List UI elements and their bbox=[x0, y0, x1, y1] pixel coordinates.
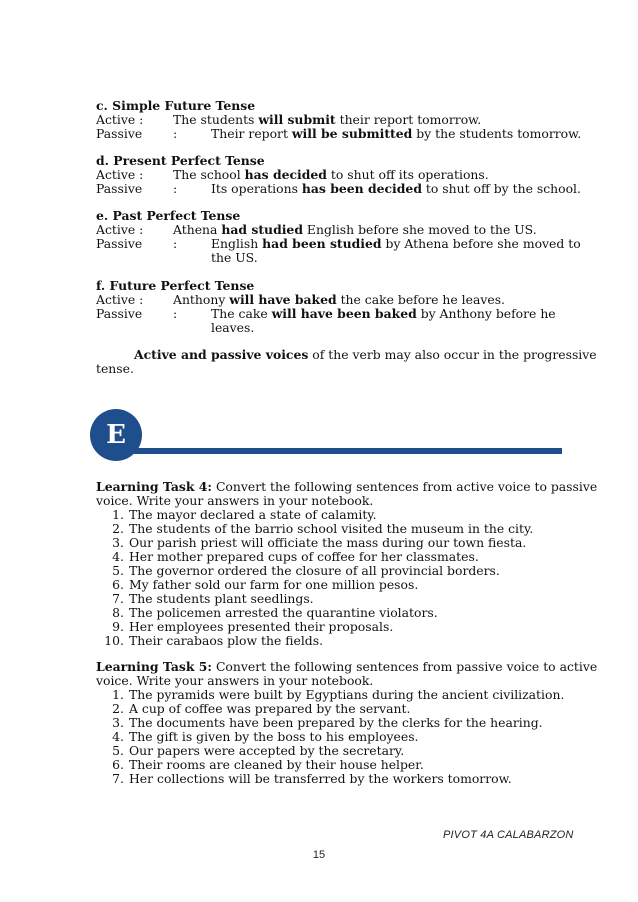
list-item-text: The students of the barrio school visited the museum in the city. bbox=[129, 521, 534, 536]
active-text-pre: Athena bbox=[173, 222, 222, 237]
list-item-number: 1. bbox=[112, 507, 124, 522]
list-item-number: 7. bbox=[112, 591, 124, 606]
list-item-text: The pyramids were built by Egyptians during the ancient civilization. bbox=[129, 687, 565, 702]
task5-intro bbox=[96, 659, 598, 688]
section-letter-badge: E bbox=[90, 409, 142, 461]
active-example bbox=[96, 168, 574, 182]
list-item-text: Her employees presented their proposals. bbox=[129, 619, 394, 634]
task5-title: Learning Task 5: bbox=[96, 659, 212, 674]
task4-title: Learning Task 4: bbox=[96, 479, 212, 494]
footer-brand: PIVOT 4A CALABARZON bbox=[443, 829, 574, 841]
page-number: 15 bbox=[312, 849, 326, 861]
list-item bbox=[96, 688, 574, 702]
list-item bbox=[96, 578, 574, 592]
list-item-text: My father sold our farm for one million pesos. bbox=[129, 577, 419, 592]
passive-verb: will have been baked bbox=[271, 306, 417, 321]
list-item bbox=[96, 702, 574, 716]
passive-colon: : bbox=[173, 181, 178, 196]
passive-colon: : bbox=[173, 236, 178, 251]
passive-verb: will be submitted bbox=[291, 126, 413, 141]
list-item bbox=[96, 550, 574, 564]
list-item-number: 9. bbox=[112, 619, 124, 634]
list-item-number: 2. bbox=[112, 701, 124, 716]
passive-text-pre: English bbox=[211, 236, 263, 251]
passive-text-pre: Its operations bbox=[211, 181, 302, 196]
note-bold: Active and passive voices bbox=[134, 347, 309, 362]
list-item-number: 6. bbox=[112, 757, 124, 772]
active-text-pre: The students bbox=[173, 112, 259, 127]
list-item-number: 7. bbox=[112, 771, 124, 786]
tense-block-past-perfect bbox=[96, 208, 581, 265]
list-item-text: The governor ordered the closure of all provincial borders. bbox=[129, 563, 500, 578]
tense-block-future-perfect bbox=[96, 279, 574, 335]
list-item bbox=[96, 730, 574, 744]
task5-intro-2: voice. Write your answers in your notebook. bbox=[96, 673, 374, 688]
list-item-number: 4. bbox=[112, 549, 124, 564]
tense-heading: d. Present Perfect Tense bbox=[96, 153, 265, 168]
list-item-number: 6. bbox=[112, 577, 124, 592]
active-label: Active : bbox=[96, 167, 144, 182]
list-item-number: 10. bbox=[104, 633, 124, 648]
passive-label: Passive bbox=[96, 181, 143, 196]
passive-label: Passive bbox=[96, 306, 143, 321]
passive-example bbox=[96, 181, 581, 196]
passive-verb: has been decided bbox=[301, 181, 422, 196]
list-item-text: The mayor declared a state of calamity. bbox=[129, 507, 377, 522]
active-label: Active : bbox=[96, 222, 144, 237]
list-item-text: Her mother prepared cups of coffee for her classmates. bbox=[129, 549, 479, 564]
list-item-text: The gift is given by the boss to his employees. bbox=[129, 729, 419, 744]
task5-list bbox=[96, 688, 574, 786]
passive-continuation bbox=[96, 251, 574, 265]
active-example bbox=[96, 113, 574, 127]
list-item-text: The policemen arrested the quarantine violators. bbox=[129, 605, 438, 620]
list-item-number: 3. bbox=[112, 535, 124, 550]
passive-text-cont: the US. bbox=[211, 250, 258, 265]
list-item-text: A cup of coffee was prepared by the servant. bbox=[129, 701, 411, 716]
passive-colon: : bbox=[173, 306, 178, 321]
passive-colon: : bbox=[173, 126, 178, 141]
active-text-post: their report tomorrow. bbox=[335, 112, 482, 127]
task4-intro-2: voice. Write your answers in your notebook. bbox=[96, 493, 374, 508]
list-item bbox=[96, 508, 574, 522]
list-item-text: Her collections will be transferred by the workers tomorrow. bbox=[129, 771, 512, 786]
list-item-text: Our parish priest will officiate the mass during our town fiesta. bbox=[129, 535, 527, 550]
list-item-number: 4. bbox=[112, 729, 124, 744]
tense-heading: f. Future Perfect Tense bbox=[96, 278, 255, 293]
list-item-text: Their carabaos plow the fields. bbox=[129, 633, 324, 648]
list-item-number: 2. bbox=[112, 521, 124, 536]
tense-block-simple-future bbox=[96, 98, 582, 141]
list-item bbox=[96, 634, 574, 648]
list-item bbox=[96, 744, 574, 758]
tense-heading: c. Simple Future Tense bbox=[96, 98, 256, 113]
passive-example bbox=[96, 236, 581, 251]
note-text-1: of the verb may also occur in the progressive bbox=[308, 347, 597, 362]
progressive-note bbox=[96, 347, 597, 376]
active-text-post: the cake before he leaves. bbox=[336, 292, 505, 307]
passive-verb: had been studied bbox=[262, 236, 382, 251]
list-item bbox=[96, 758, 574, 772]
list-item bbox=[96, 716, 574, 730]
passive-text-post: by the students tomorrow. bbox=[412, 126, 582, 141]
active-verb: will submit bbox=[258, 112, 336, 127]
list-item-number: 5. bbox=[112, 563, 124, 578]
active-example bbox=[96, 223, 574, 237]
list-item bbox=[96, 620, 574, 634]
list-item-text: Their rooms are cleaned by their house helper. bbox=[129, 757, 424, 772]
list-item bbox=[96, 772, 574, 786]
task4-intro bbox=[96, 479, 598, 508]
section-divider-bar bbox=[134, 448, 562, 454]
passive-text-pre: Their report bbox=[211, 126, 292, 141]
list-item bbox=[96, 564, 574, 578]
active-verb: had studied bbox=[221, 222, 303, 237]
note-text-2: tense. bbox=[96, 361, 134, 376]
task4-list bbox=[96, 508, 574, 648]
list-item bbox=[96, 606, 574, 620]
passive-label: Passive bbox=[96, 236, 143, 251]
list-item-number: 8. bbox=[112, 605, 124, 620]
passive-text-post: by Athena before she moved to bbox=[381, 236, 581, 251]
list-item bbox=[96, 522, 574, 536]
passive-text-pre: The cake bbox=[211, 306, 272, 321]
passive-text-post: to shut off by the school. bbox=[421, 181, 581, 196]
list-item-number: 3. bbox=[112, 715, 124, 730]
list-item bbox=[96, 536, 574, 550]
active-verb: will have baked bbox=[229, 292, 337, 307]
active-verb: has decided bbox=[244, 167, 327, 182]
passive-example bbox=[96, 126, 582, 141]
tense-block-present-perfect bbox=[96, 153, 581, 196]
active-example bbox=[96, 293, 574, 307]
list-item-text: The documents have been prepared by the clerks for the hearing. bbox=[129, 715, 543, 730]
list-item-number: 1. bbox=[112, 687, 124, 702]
task5-intro-1: Convert the following sentences from passive voice to active bbox=[212, 659, 598, 674]
active-label: Active : bbox=[96, 112, 144, 127]
passive-text-cont: leaves. bbox=[211, 320, 255, 335]
active-text-post: English before she moved to the US. bbox=[302, 222, 537, 237]
passive-continuation bbox=[96, 321, 574, 335]
active-text-post: to shut off its operations. bbox=[326, 167, 489, 182]
list-item bbox=[96, 592, 574, 606]
passive-label: Passive bbox=[96, 126, 143, 141]
passive-example bbox=[96, 307, 574, 321]
task4-intro-1: Convert the following sentences from active voice to passive bbox=[212, 479, 598, 494]
list-item-number: 5. bbox=[112, 743, 124, 758]
tense-heading: e. Past Perfect Tense bbox=[96, 208, 241, 223]
active-label: Active : bbox=[96, 292, 144, 307]
active-text-pre: Anthony bbox=[173, 292, 230, 307]
list-item-text: The students plant seedlings. bbox=[129, 591, 314, 606]
active-text-pre: The school bbox=[173, 167, 245, 182]
passive-text-post: by Anthony before he bbox=[416, 306, 556, 321]
list-item-text: Our papers were accepted by the secretary. bbox=[129, 743, 405, 758]
